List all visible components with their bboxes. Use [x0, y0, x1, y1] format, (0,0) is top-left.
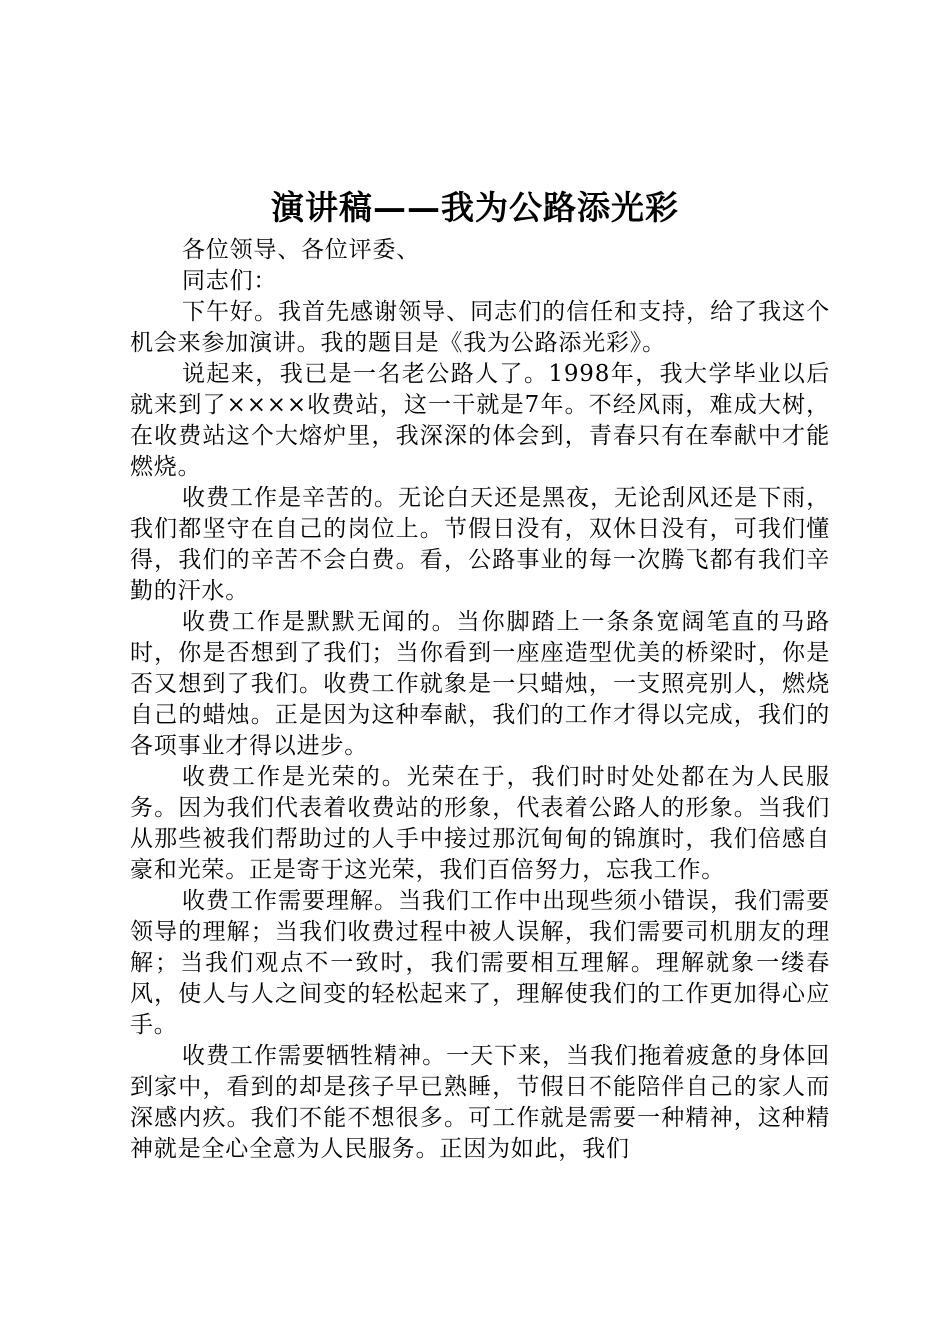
paragraph: 说起来，我已是一名老公路人了。1998年，我大学毕业以后就来到了××××收费站，这一干就是7年。不经风雨，难成大树，在收费站这个大熔炉里，我深深的体会到，青春只有在奉献中才能燃烧。: [130, 361, 830, 480]
paragraph: 收费工作需要牺牲精神。一天下来，当我们拖着疲惫的身体回到家中，看到的却是孩子早已熟睡，节假日不能陪伴自己的家人而深感内疚。我们不能不想很多。可工作就是需要一种精神，这种精神就是全心全意为人民服务。正因为如此，我们: [130, 1043, 830, 1162]
paragraph: 收费工作是默默无闻的。当你脚踏上一条条宽阔笔直的马路时，你是否想到了我们；当你看到一座座造型优美的桥梁时，你是否又想到了我们。收费工作就象是一只蜡烛，一支照亮别人，燃烧自己的蜡烛。正是因为这种奉献，我们的工作才得以完成，我们的各项事业才得以进步。: [130, 609, 830, 759]
document-body: [130, 235, 830, 1165]
paragraph: 收费工作需要理解。当我们工作中出现些须小错误，我们需要领导的理解；当我们收费过程中被人误解，我们需要司机朋友的理解；当我们观点不一致时，我们需要相互理解。理解就象一缕春风，使人与人之间变的轻松起来了，理解使我们的工作更加得心应手。: [130, 888, 830, 1038]
paragraph: 下午好。我首先感谢领导、同志们的信任和支持，给了我这个机会来参加演讲。我的题目是《我为公路添光彩》。: [130, 299, 830, 356]
paragraph: 收费工作是辛苦的。无论白天还是黑夜，无论刮风还是下雨，我们都坚守在自己的岗位上。节假日没有，双休日没有，可我们懂得，我们的辛苦不会白费。看，公路事业的每一次腾飞都有我们辛勤的汗水。: [130, 485, 830, 604]
paragraph-salutation: 各位领导、各位评委、: [182, 237, 420, 263]
paragraph: 收费工作是光荣的。光荣在于，我们时时处处都在为人民服务。因为我们代表着收费站的形象，代表着公路人的形象。当我们从那些被我们帮助过的人手中接过那沉甸甸的锦旗时，我们倍感自豪和光荣。正是寄于这光荣，我们百倍努力，忘我工作。: [130, 764, 830, 883]
paragraph-salutation-2: 同志们：: [182, 268, 278, 294]
document-title: 演讲稿——我为公路添光彩: [271, 188, 679, 227]
